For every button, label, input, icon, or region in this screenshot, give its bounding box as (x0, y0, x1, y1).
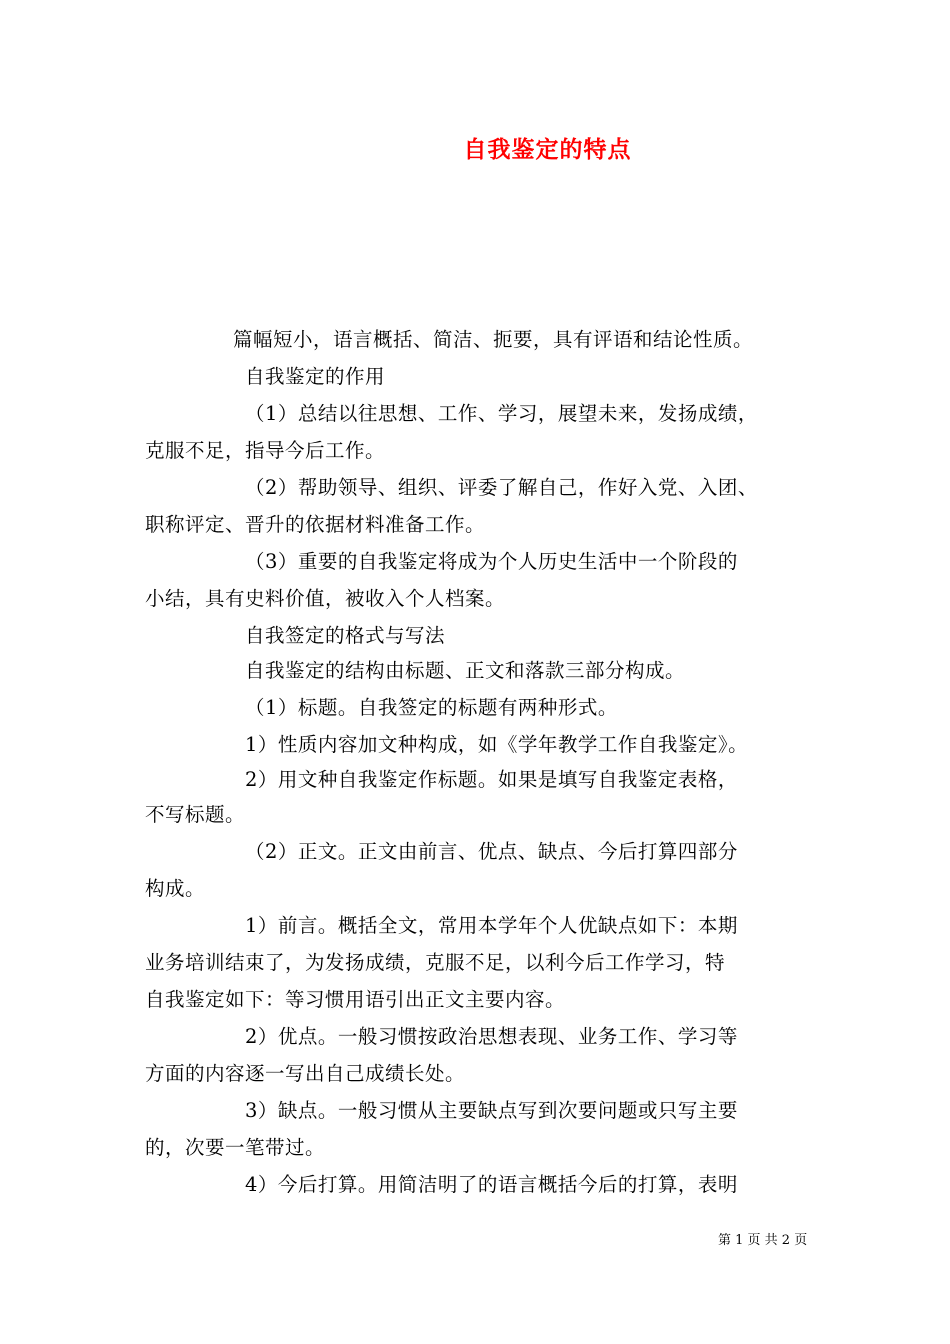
paragraph-line: （2）帮助领导、组织、评委了解自己，作好入党、入团、 (245, 476, 758, 499)
page-title: 自我鉴定的特点 (463, 136, 632, 163)
paragraph-line: 4）今后打算。用简洁明了的语言概括今后的打算，表明 (245, 1173, 738, 1196)
paragraph-line: 自我鉴定如下：等习惯用语引出正文主要内容。 (145, 988, 566, 1011)
paragraph-line: 1）前言。概括全文，常用本学年个人优缺点如下：本期 (245, 914, 738, 937)
paragraph-line: （2）正文。正文由前言、优点、缺点、今后打算四部分 (245, 840, 738, 863)
paragraph-line: 3）缺点。一般习惯从主要缺点写到次要问题或只写主要 (245, 1099, 738, 1122)
paragraph-line: （1）标题。自我签定的标题有两种形式。 (245, 696, 618, 719)
paragraph-line: 2）用文种自我鉴定作标题。如果是填写自我鉴定表格， (245, 768, 738, 791)
paragraph-line: 克服不足，指导今后工作。 (145, 439, 386, 462)
paragraph-line: 2）优点。一般习惯按政治思想表现、业务工作、学习等 (245, 1025, 738, 1048)
paragraph-line: （3）重要的自我鉴定将成为个人历史生活中一个阶段的 (245, 550, 738, 573)
paragraph-line: 不写标题。 (145, 803, 246, 826)
paragraph-line: 职称评定、晋升的依据材料准备工作。 (145, 513, 486, 536)
page-indicator: 第 1 页 共 2 页 (718, 1233, 808, 1248)
paragraph-line: 自我鉴定的结构由标题、正文和落款三部分构成。 (245, 659, 686, 682)
paragraph-line: 1）性质内容加文种构成，如《学年教学工作自我鉴定》。 (245, 733, 749, 756)
paragraph-line: 构成。 (145, 877, 206, 900)
section-heading: 自我签定的格式与写法 (245, 624, 446, 647)
paragraph-line: （1）总结以往思想、工作、学习，展望未来，发扬成绩， (245, 402, 758, 425)
paragraph-line: 业务培训结束了，为发扬成绩，克服不足，以利今后工作学习，特 (145, 951, 726, 974)
paragraph-line: 小结，具有史料价值，被收入个人档案。 (145, 587, 506, 610)
paragraph-line: 方面的内容逐一写出自己成绩长处。 (145, 1062, 466, 1085)
paragraph-line: 篇幅短小，语言概括、简洁、扼要，具有评语和结论性质。 (233, 328, 754, 351)
paragraph-line: 的，次要一笔带过。 (145, 1136, 326, 1159)
section-heading: 自我鉴定的作用 (245, 365, 386, 388)
